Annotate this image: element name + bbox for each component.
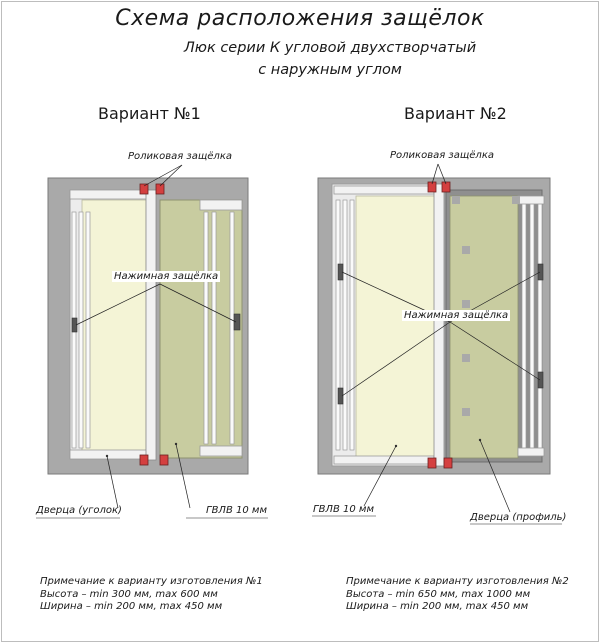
variant1-right-rail-a bbox=[204, 212, 208, 444]
variant2-note-width: Ширина – min 200 мм, max 450 мм bbox=[346, 601, 529, 612]
variant1-left-rail-c bbox=[86, 212, 90, 448]
variant1-center-divider bbox=[146, 190, 156, 460]
variant1-left-bottom-profile bbox=[70, 450, 150, 459]
variant1-roller-latch-top-left bbox=[140, 184, 148, 194]
diagram-subtitle-line1: Люк серии К угловой двухстворчатый bbox=[183, 40, 477, 56]
variant1-right-bottom-profile bbox=[200, 446, 242, 456]
variant2-push-latch-right-upper bbox=[538, 264, 543, 280]
diagram-title: Схема расположения защёлок bbox=[115, 6, 485, 31]
variant1-right-rail-b bbox=[212, 212, 216, 444]
variant2-right-top-profile bbox=[518, 196, 544, 204]
variant1-note-title: Примечание к варианту изготовления №1 bbox=[40, 576, 263, 587]
variant2-left-bottom-profile bbox=[334, 456, 434, 464]
variant1-panel-label: ГВЛВ 10 мм bbox=[206, 505, 267, 516]
variant2-left-top-profile bbox=[334, 186, 434, 194]
variant2-left-panel bbox=[356, 196, 436, 458]
variant1-right-top-profile bbox=[200, 200, 242, 210]
variant2-note bbox=[346, 576, 569, 614]
variant2-panel-label: ГВЛВ 10 мм bbox=[313, 504, 374, 515]
diagram-subtitle-line2: с наружным углом bbox=[258, 62, 402, 78]
variant1-push-latch-label: Нажимная защёлка bbox=[114, 271, 219, 282]
variant2-roller-latch-bottom-left bbox=[428, 458, 436, 468]
variant1-note bbox=[40, 576, 263, 614]
variant2-right-rail-c bbox=[538, 200, 542, 450]
variant1-note-height: Высота – min 300 мм, max 600 мм bbox=[40, 588, 218, 600]
variant2-hatch-drawing bbox=[312, 164, 562, 524]
variant2-tab-2 bbox=[462, 246, 470, 254]
variant1-heading: Вариант №1 bbox=[98, 104, 201, 123]
variant2-note-height: Высота – min 650 мм, max 1000 мм bbox=[346, 588, 531, 600]
variant1-push-latch-right bbox=[234, 314, 240, 330]
variant1-left-rail-b bbox=[79, 212, 83, 448]
variant2-roller-latch-label: Роликовая защёлка bbox=[390, 150, 494, 161]
variant2-left-rail-a bbox=[336, 200, 340, 450]
variant2-right-rail-a bbox=[522, 200, 526, 450]
variant1-roller-latch-label: Роликовая защёлка bbox=[128, 151, 232, 162]
variant1-hatch-drawing bbox=[36, 165, 268, 518]
variant2-note-title: Примечание к варианту изготовления №2 bbox=[346, 576, 569, 587]
variant1-door-label: Дверца (уголок) bbox=[36, 505, 122, 516]
variant2-roller-latch-bottom-right bbox=[444, 458, 452, 468]
variant2-tab-4 bbox=[462, 354, 470, 362]
variant2-right-panel bbox=[450, 196, 518, 458]
variant2-left-rail-c bbox=[350, 200, 354, 450]
variant2-left-rail-b bbox=[343, 200, 347, 450]
variant2-tab-5 bbox=[462, 408, 470, 416]
variant2-door-label: Дверца (профиль) bbox=[470, 512, 567, 523]
variant1-roller-latch-bottom-right bbox=[160, 455, 168, 465]
variant2-right-bottom-profile bbox=[518, 448, 544, 456]
variant1-right-rail-c bbox=[230, 212, 234, 444]
variant2-heading: Вариант №2 bbox=[404, 104, 507, 123]
variant1-left-top-profile bbox=[70, 190, 150, 199]
variant2-tab-3 bbox=[462, 300, 470, 308]
variant1-roller-latch-top-right bbox=[156, 184, 164, 194]
variant2-push-latch-label: Нажимная защёлка bbox=[404, 310, 509, 321]
variant2-center-divider bbox=[434, 184, 444, 466]
variant2-right-rail-b bbox=[530, 200, 534, 450]
variant1-left-panel bbox=[82, 200, 146, 452]
variant2-tab-6 bbox=[512, 196, 520, 204]
variant1-roller-latch-bottom-left bbox=[140, 455, 148, 465]
variant1-note-width: Ширина – min 200 мм, max 450 мм bbox=[40, 601, 223, 612]
variant2-tab-1 bbox=[452, 196, 460, 204]
variant2-push-latch-right-lower bbox=[538, 372, 543, 388]
